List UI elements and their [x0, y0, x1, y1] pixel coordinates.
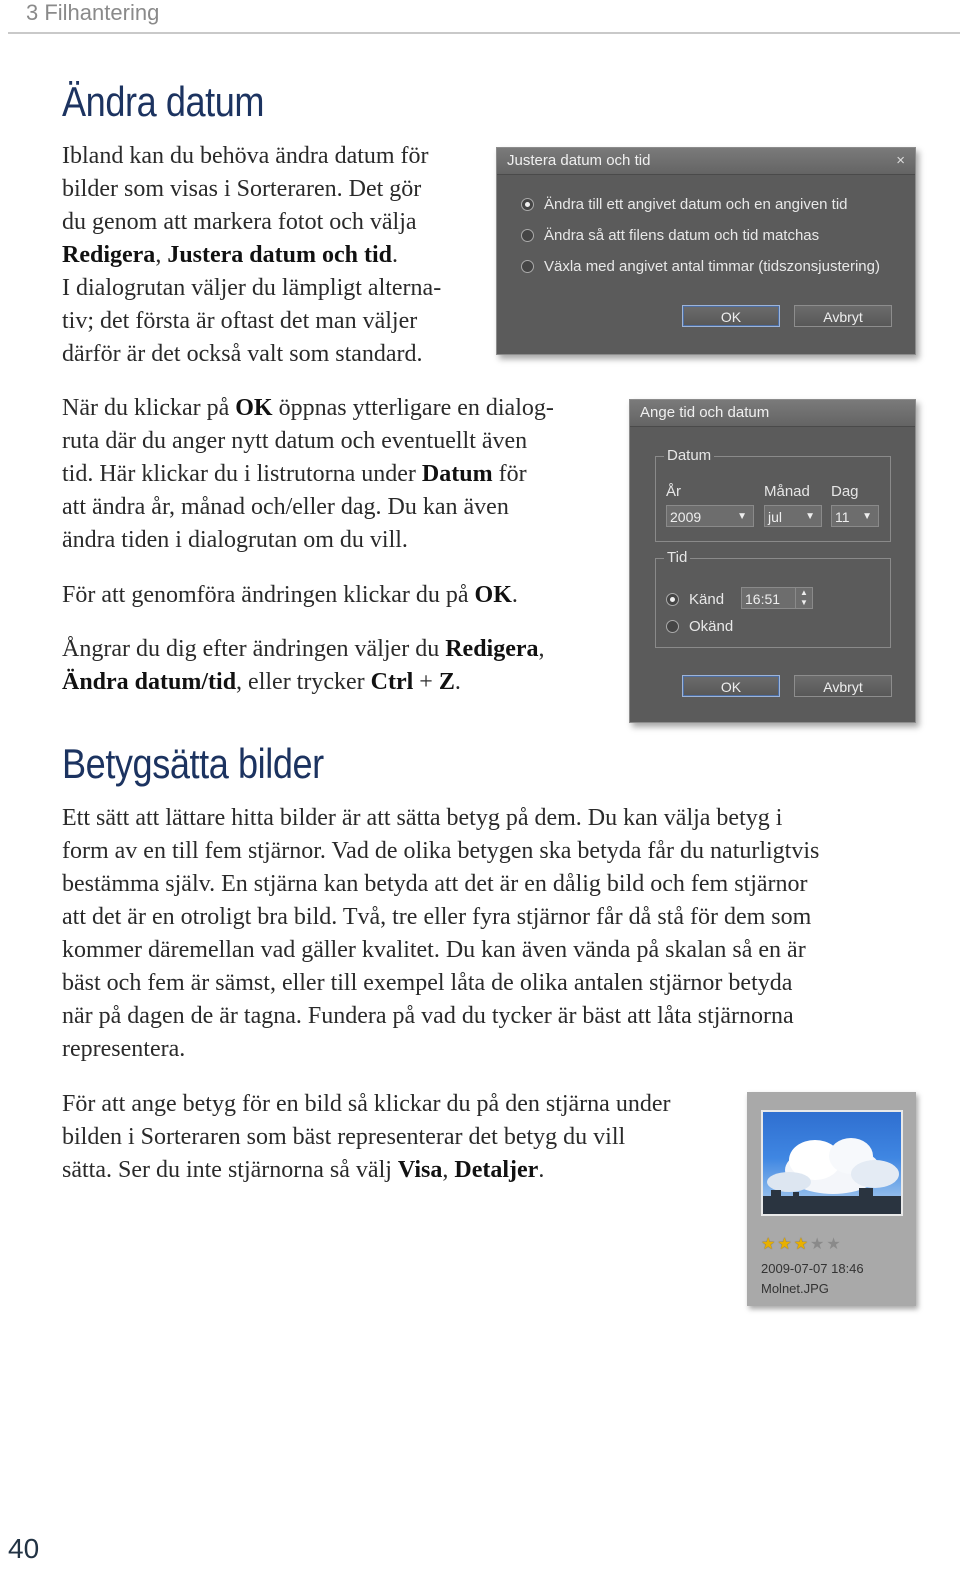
- year-label: År: [666, 483, 681, 500]
- intro-line: du genom att markera fotot och välja: [62, 209, 417, 235]
- text-run: ,: [538, 636, 545, 662]
- text-run: När du klickar på: [62, 395, 236, 421]
- photo-thumbnail-image[interactable]: [761, 1110, 903, 1216]
- confirm-paragraph: [62, 579, 518, 612]
- photo-thumbnail-card[interactable]: [747, 1092, 916, 1306]
- text-run: sätta. Ser du inte stjärnorna så välj: [62, 1157, 398, 1183]
- dialog-title-bar: [497, 148, 915, 175]
- header-rule: [8, 32, 960, 34]
- photo-filename: Molnet.JPG: [761, 1281, 829, 1296]
- chevron-down-icon: ▼: [862, 511, 872, 522]
- rating-howto-paragraph: [62, 1088, 670, 1187]
- time-groupbox: [655, 549, 891, 648]
- ok-button[interactable]: OK: [682, 305, 780, 327]
- day-label: Dag: [831, 483, 859, 500]
- month-label: Månad: [764, 483, 810, 500]
- body-line: [62, 1154, 670, 1187]
- body-line: [62, 392, 554, 425]
- text-run: För att genomföra ändringen klickar du på: [62, 582, 475, 608]
- year-value: 2009: [670, 509, 702, 525]
- text-run: öppnas ytterligare en dialog-: [272, 395, 554, 421]
- chevron-down-icon: ▼: [737, 511, 747, 522]
- dialog-ange-tid-och-datum: [629, 399, 916, 723]
- radio-checked-icon: [521, 198, 534, 211]
- text-run: .: [538, 1157, 545, 1183]
- intro-line: I dialogrutan väljer du lämpligt alterna-: [62, 275, 442, 301]
- radio-checked-icon: [666, 593, 679, 606]
- intro-line: tiv; det första är oftast det man väljer: [62, 308, 418, 334]
- body-line: [62, 666, 545, 699]
- text-run: .: [391, 242, 398, 268]
- menu-ref-justera: Justera datum och tid: [167, 242, 392, 268]
- date-groupbox: [655, 447, 891, 542]
- radio-label: Känd: [689, 591, 725, 608]
- time-stepper[interactable]: [741, 587, 813, 609]
- body-line: ändra tiden i dialogrutan om du vill.: [62, 527, 408, 553]
- day-value: 11: [835, 509, 850, 525]
- intro-line: [62, 239, 441, 272]
- close-icon[interactable]: ×: [896, 152, 905, 169]
- text-run: .: [511, 582, 518, 608]
- bold-run: Ändra datum/tid: [62, 669, 237, 695]
- month-select[interactable]: [764, 505, 822, 527]
- intro-line: Ibland kan du behöva ändra datum för: [62, 143, 429, 169]
- undo-paragraph: [62, 633, 545, 699]
- radio-unknown-time[interactable]: [666, 618, 733, 635]
- bold-run: Visa: [397, 1157, 443, 1183]
- body-line: när på dagen de är tagna. Fundera på vad du tycker är bäst att låta stjärnorna: [62, 1003, 794, 1029]
- text-run: ,: [155, 242, 168, 268]
- radio-option-specified-date[interactable]: [521, 196, 848, 213]
- dialog-title: Ange tid och datum: [640, 404, 770, 421]
- intro-line: bilder som visas i Sorteraren. Det gör: [62, 176, 422, 202]
- body-line: bilden i Sorteraren som bäst representerar det betyg du vill: [62, 1124, 626, 1150]
- photo-date: 2009-07-07 18:46: [761, 1261, 864, 1276]
- section-heading-betygsatta: Betygsätta bilder: [62, 740, 324, 787]
- cloud-photo: [763, 1112, 901, 1214]
- bold-run: Redigera: [445, 636, 539, 662]
- cancel-button[interactable]: Avbryt: [794, 305, 892, 327]
- dialog-justera-datum: [496, 147, 916, 355]
- time-value: 16:51: [745, 591, 781, 607]
- bold-run: OK: [474, 582, 512, 608]
- intro-line: därför är det också valt som standard.: [62, 341, 423, 367]
- body-line: att det är en otroligt bra bild. Två, tre eller fyra stjärnor får då stå för dem som: [62, 904, 812, 930]
- day-select[interactable]: [831, 505, 879, 527]
- text-run: .: [454, 669, 461, 695]
- date-group-label: Datum: [664, 447, 714, 464]
- body-line: form av en till fem stjärnor. Vad de olika betygen ska betyda får du naturligtvis: [62, 838, 820, 864]
- bold-run: Detaljer: [454, 1157, 539, 1183]
- bold-run: Ctrl: [370, 669, 414, 695]
- bold-run: Z: [438, 669, 455, 695]
- running-head: 3 Filhantering: [26, 0, 160, 25]
- ok-paragraph: [62, 392, 554, 557]
- body-line: För att ange betyg för en bild så klickar du på den stjärna under: [62, 1091, 671, 1117]
- rating-intro-paragraph: [62, 802, 819, 1066]
- body-line: Ett sätt att lättare hitta bilder är att sätta betyg på dem. Du kan välja betyg i: [62, 805, 783, 831]
- text-run: , eller trycker: [236, 669, 371, 695]
- star-empty-icon[interactable]: ★: [826, 1236, 843, 1253]
- text-run: för: [492, 461, 527, 487]
- page-number: 40: [8, 1533, 40, 1564]
- radio-unchecked-icon: [521, 260, 534, 273]
- dialog-title-bar: [630, 400, 915, 427]
- radio-unchecked-icon: [521, 229, 534, 242]
- radio-label: Okänd: [689, 618, 734, 635]
- bold-run: OK: [235, 395, 273, 421]
- section-heading-andra-datum: Ändra datum: [62, 78, 265, 125]
- chevron-down-icon: ▼: [805, 511, 815, 522]
- text-run: Ångrar du dig efter ändringen väljer du: [62, 636, 446, 662]
- text-run: ,: [442, 1157, 455, 1183]
- body-line: bäst och fem är sämst, eller till exempel låta de olika antalen stjärnor betyda: [62, 970, 793, 996]
- text-run: +: [413, 669, 439, 695]
- star-filled-icon[interactable]: ★: [761, 1236, 778, 1253]
- radio-label: Ändra så att filens datum och tid matchas: [544, 227, 820, 244]
- time-group-label: Tid: [664, 549, 690, 566]
- radio-option-timezone[interactable]: [521, 258, 880, 275]
- spin-arrows-icon[interactable]: ▲ ▼: [795, 588, 812, 608]
- star-filled-icon[interactable]: ★: [793, 1236, 811, 1253]
- dialog-title: Justera datum och tid: [507, 152, 651, 169]
- bold-run: Datum: [421, 461, 493, 487]
- text-run: tid. Här klickar du i listrutorna under: [62, 461, 422, 487]
- body-line: ruta där du anger nytt datum och eventuellt även: [62, 428, 528, 454]
- radio-unchecked-icon: [666, 620, 679, 633]
- rating-stars[interactable]: [761, 1234, 843, 1254]
- month-value: jul: [768, 509, 783, 525]
- radio-label: Växla med angivet antal timmar (tidszonsjustering): [544, 258, 880, 275]
- radio-label: Ändra till ett angivet datum och en angiven tid: [544, 196, 848, 213]
- ok-button[interactable]: OK: [682, 675, 780, 697]
- intro-paragraph: [62, 140, 441, 371]
- year-select[interactable]: [666, 505, 754, 527]
- radio-known-time[interactable]: [666, 591, 724, 608]
- body-line: bestämma själv. En stjärna kan betyda att det är en dålig bild och fem stjärnor: [62, 871, 808, 897]
- body-line: att ändra år, månad och/eller dag. Du kan även: [62, 494, 509, 520]
- body-line: [62, 633, 545, 666]
- radio-option-match-file[interactable]: [521, 227, 819, 244]
- star-empty-icon[interactable]: ★: [810, 1236, 827, 1253]
- body-line: [62, 458, 554, 491]
- star-filled-icon[interactable]: ★: [777, 1236, 794, 1253]
- body-line: representera.: [62, 1036, 186, 1062]
- cancel-button[interactable]: Avbryt: [794, 675, 892, 697]
- menu-ref-redigera: Redigera: [62, 242, 156, 268]
- body-line: kommer däremellan vad gäller kvalitet. Du kan även vända på skalan så en är: [62, 937, 806, 963]
